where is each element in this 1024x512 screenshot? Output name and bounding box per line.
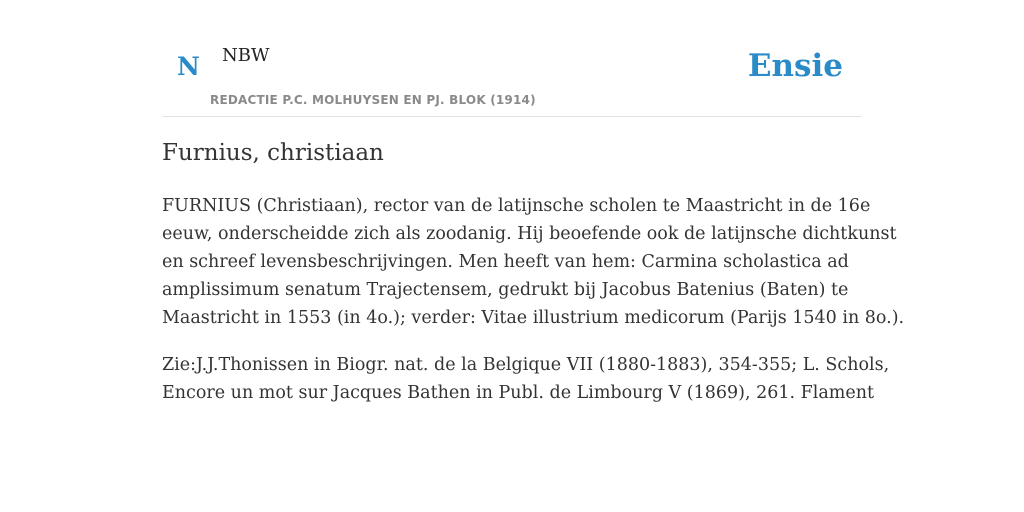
article-title: Furnius, christiaan: [162, 140, 384, 166]
paragraph-line: Encore un mot sur Jacques Bathen in Publ. de Limbourg V (1869), 261. Flament: [162, 383, 875, 403]
article-paragraph-main: [162, 192, 905, 332]
ensie-logo-link[interactable]: Ensie: [747, 48, 843, 84]
paragraph-line: amplissimum senatum Trajectensem, gedrukt bij Jacobus Batenius (Baten) te: [162, 280, 849, 300]
paragraph-line: Maastricht in 1553 (in 4o.); verder: Vitae illustrium medicorum (Parijs 1540 in 8o.).: [162, 308, 905, 328]
paragraph-line: Zie:J.J.Thonissen in Biogr. nat. de la Belgique VII (1880-1883), 354-355; L. Schols,: [162, 355, 890, 375]
source-header: [162, 36, 862, 117]
article-paragraph-references: [162, 351, 890, 407]
paragraph-line: en schreef levensbeschrijvingen. Men heeft van hem: Carmina scholastica ad: [162, 252, 849, 272]
paragraph-line: eeuw, onderscheidde zich als zoodanig. Hij beoefende ook de latijnsche dichtkunst: [162, 224, 897, 244]
source-name-link[interactable]: NBW: [222, 45, 270, 66]
paragraph-line: FURNIUS (Christiaan), rector van de latijnsche scholen te Maastricht in de 16e: [162, 196, 871, 216]
source-editors: REDACTIE P.C. MOLHUYSEN EN PJ. BLOK (1914): [210, 93, 536, 107]
source-logo-icon[interactable]: N: [177, 52, 200, 81]
